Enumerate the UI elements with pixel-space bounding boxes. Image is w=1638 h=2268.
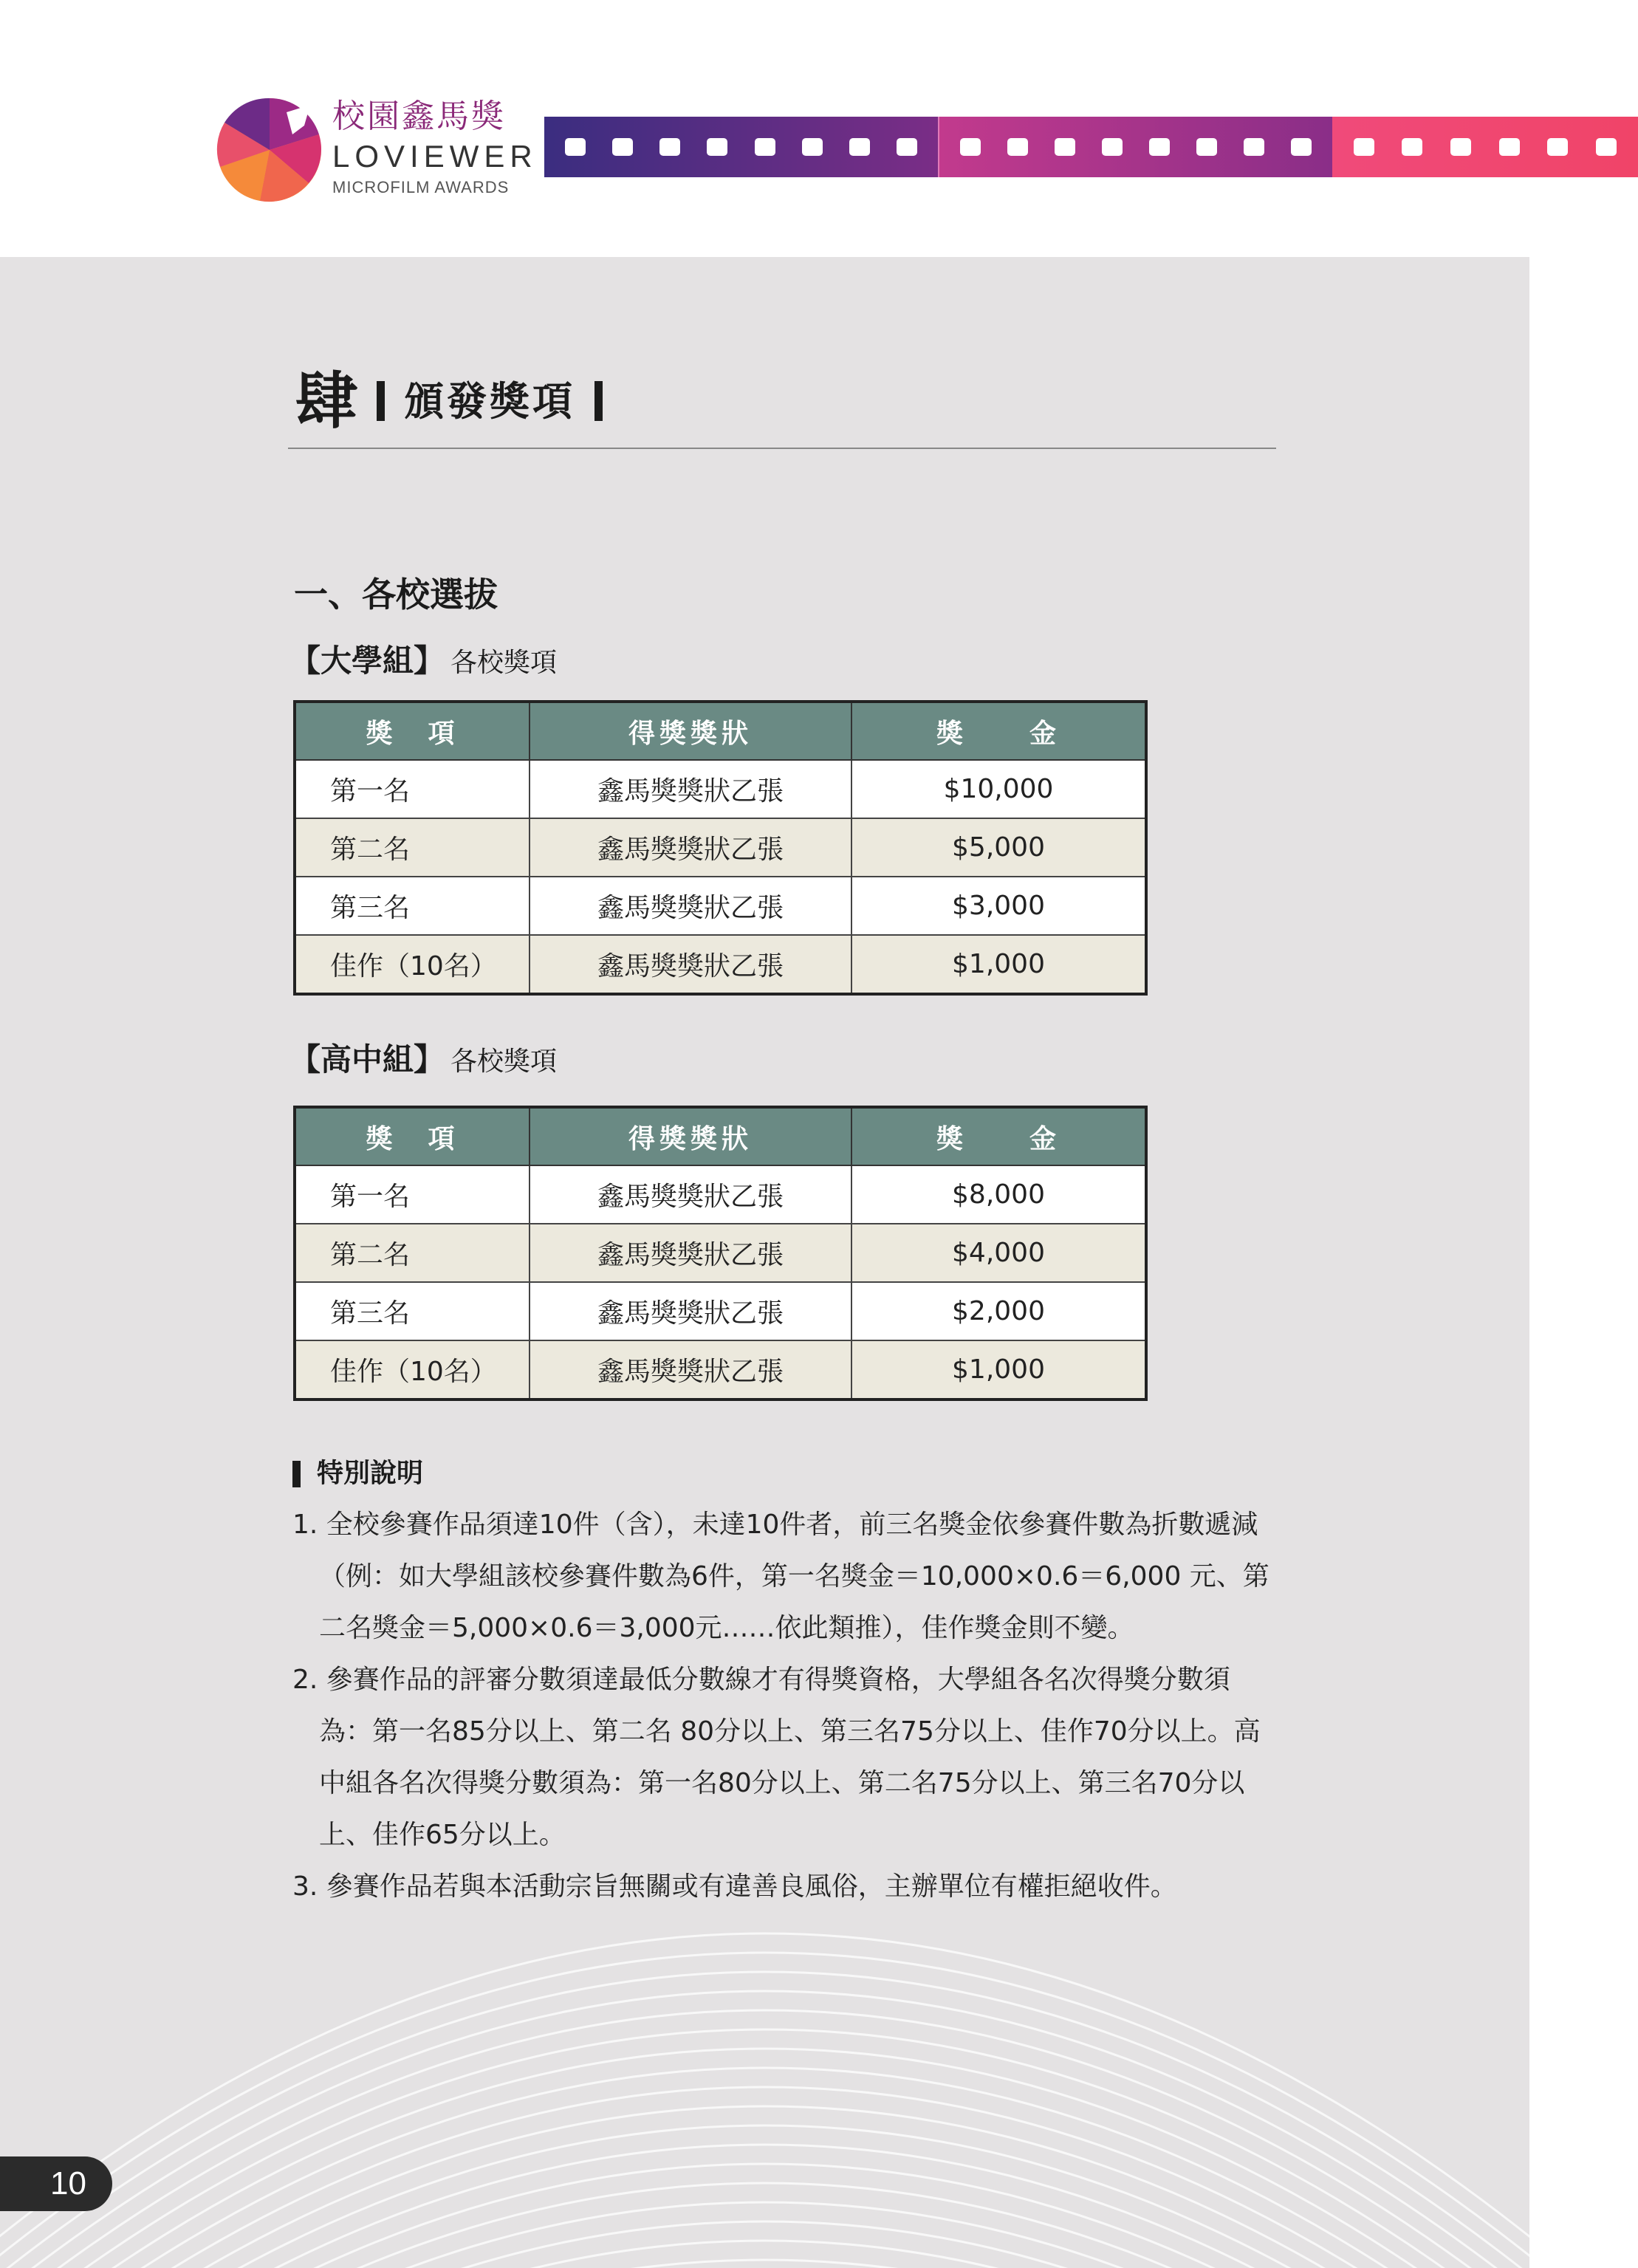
table-header: 獎 金 bbox=[851, 702, 1146, 760]
chapter-title: 頒發獎項 bbox=[404, 377, 576, 425]
aperture-logo-icon bbox=[216, 96, 323, 204]
film-strip-segment bbox=[1332, 117, 1638, 177]
table-header: 獎 金 bbox=[851, 1107, 1146, 1165]
page-number-tab bbox=[0, 2156, 112, 2211]
table-row: 第三名 鑫馬獎獎狀乙張 $2,000 bbox=[295, 1282, 1146, 1340]
table-row: 第一名 鑫馬獎獎狀乙張 $8,000 bbox=[295, 1165, 1146, 1224]
table-header: 獎 項 bbox=[295, 702, 530, 760]
table-row: 第二名 鑫馬獎獎狀乙張 $4,000 bbox=[295, 1224, 1146, 1282]
film-strip-banner bbox=[544, 117, 1638, 177]
university-group-title: 【大學組】 各校獎項 bbox=[289, 643, 558, 679]
highschool-award-table bbox=[293, 1106, 1148, 1401]
notes-heading: 特別說明 bbox=[292, 1453, 423, 1494]
chapter-divider bbox=[377, 381, 385, 421]
list-item: 3. 參賽作品若與本活動宗旨無關或有違善良風俗，主辦單位有權拒絕收件。 bbox=[292, 1871, 1177, 1902]
table-row: 佳作（10名） 鑫馬獎獎狀乙張 $1,000 bbox=[295, 1340, 1146, 1399]
table-row: 第二名 鑫馬獎獎狀乙張 $5,000 bbox=[295, 818, 1146, 877]
notes-list bbox=[292, 1499, 1282, 1913]
logo bbox=[216, 96, 538, 207]
table-header: 獎 項 bbox=[295, 1107, 530, 1165]
table-header: 得獎獎狀 bbox=[530, 702, 851, 760]
notes-marker bbox=[292, 1461, 301, 1487]
logo-chinese-title: 校園鑫馬獎 bbox=[332, 97, 506, 135]
logo-english-title: LOVIEWER bbox=[332, 139, 538, 174]
page-number: 10 bbox=[50, 2165, 86, 2202]
table-row: 第一名 鑫馬獎獎狀乙張 $10,000 bbox=[295, 760, 1146, 818]
table-row: 第三名 鑫馬獎獎狀乙張 $3,000 bbox=[295, 877, 1146, 935]
logo-subtitle: MICROFILM AWARDS bbox=[332, 178, 510, 196]
section-title: 一、各校選拔 bbox=[294, 575, 498, 614]
chapter-divider bbox=[594, 381, 603, 421]
film-strip-segment bbox=[938, 117, 1332, 177]
list-item: 1. 全校參賽作品須達10件（含），未達10件者，前三名獎金依參賽件數為折數遞減（例：如大學組該校參賽件數為6件，第一名獎金＝10,000×0.6＝6,000 元、第二名獎金＝5,000×0.6＝3,000元……依此類推），佳作獎金則不變。 bbox=[292, 1510, 1269, 1643]
university-award-table bbox=[293, 700, 1148, 996]
table-header: 得獎獎狀 bbox=[530, 1107, 851, 1165]
chapter-heading bbox=[295, 360, 622, 442]
table-row: 佳作（10名） 鑫馬獎獎狀乙張 $1,000 bbox=[295, 935, 1146, 994]
chapter-rule bbox=[288, 448, 1276, 449]
list-item: 2. 參賽作品的評審分數須達最低分數線才有得獎資格，大學組各名次得獎分數須為：第一名85分以上、第二名 80分以上、第三名75分以上、佳作70分以上。高中組各名次得獎分數須為：第一名80分以上、第二名75分以上、第三名70分以上、佳作65分以上。 bbox=[292, 1665, 1261, 1850]
film-strip-segment bbox=[544, 117, 938, 177]
chapter-number: 肆 bbox=[295, 364, 358, 437]
highschool-group-title: 【高中組】 各校獎項 bbox=[289, 1041, 558, 1078]
